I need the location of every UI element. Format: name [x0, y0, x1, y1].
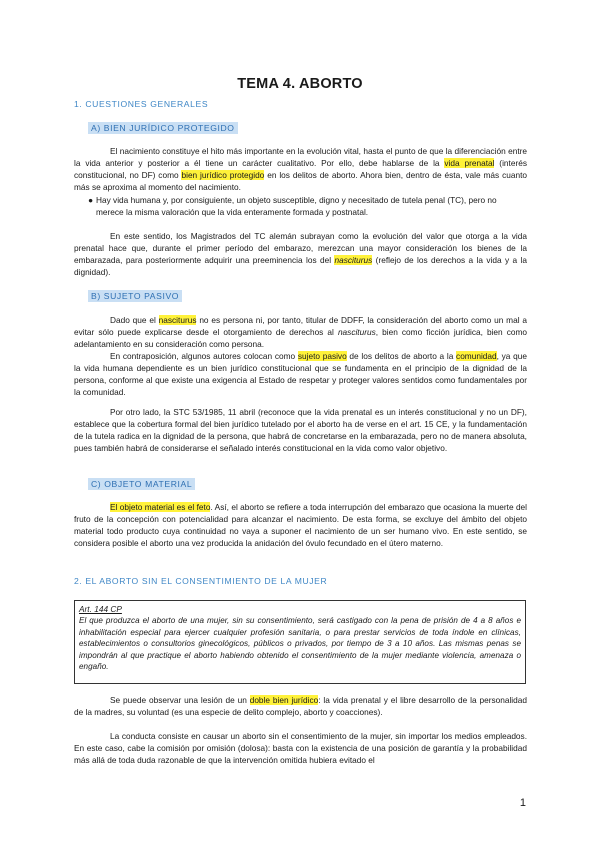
- paragraph-stc-53-1985: Por otro lado, la STC 53/1985, 11 abril (reconoce que la vida prenatal es un interés constitucional y no un DF), establece que la cobertura formal del bien jurídico tutelado por el aborto ha de verse en el art. 15 CE, y la fundamentación de la tutela radica en la dignidad de la persona, que habrá de concretarse en la embarazada, pero no de manera absoluta, pues también habrá de considerarse el señalado interés constitucional en la vida como valor objetivo.: [74, 407, 527, 453]
- subheading-bien-juridico: A) BIEN JURÍDICO PROTEGIDO: [88, 122, 238, 134]
- highlight-nasciturus: nasciturus: [334, 255, 373, 265]
- highlight-comunidad: comunidad: [456, 351, 497, 361]
- section-heading-cuestiones-generales: 1. CUESTIONES GENERALES: [74, 99, 209, 109]
- paragraph-nasciturus-persona: Dado que el nasciturus no es persona ni, por tanto, titular de DDFF, la consideración del aborto como un mal a evitar sólo puede explicarse desde el otorgamiento de derechos al nasciturus, bien como ficción jurídica, bien como adelantamiento en su consideración como persona.: [74, 315, 528, 349]
- highlight-sujeto-pasivo: sujeto pasivo: [297, 351, 347, 361]
- paragraph-contraposicion: En contraposición, algunos autores colocan como sujeto pasivo de los delitos de aborto a la comunidad, ya que la vida humana dependiente es un bien jurídico constitucional que se fundamenta en el principio de la dignidad de la persona, conforme al que existe una exigencia al Estado de respetar y proteger valores sentidos como fundamentales por la comunidad.: [74, 351, 527, 397]
- subheading-sujeto-pasivo: B) SUJETO PASIVO: [88, 290, 182, 302]
- highlight-bien-juridico-protegido: bien jurídico protegido: [181, 170, 265, 180]
- highlight-vida-prenatal: vida prenatal: [444, 158, 495, 168]
- highlight-objeto-material-feto: El objeto material es el feto: [110, 502, 211, 512]
- page-number: 1: [519, 797, 526, 809]
- subheading-objeto-material: C) OBJETO MATERIAL: [88, 478, 195, 490]
- bullet-dot-icon: ●: [88, 195, 94, 205]
- paragraph-tc-aleman: En este sentido, los Magistrados del TC alemán subrayan como la evolución del valor que otorga a la vida prenatal hace que, durante el primer período del embarazo, merezcan una mayor consideración los bienes de la embarazada, para posteriormente adquirir una preeminencia los del nasciturus (reflejo de los derechos a la vida y a la dignidad).: [74, 231, 527, 277]
- paragraph-objeto-material: El objeto material es el feto. Así, el aborto se refiere a toda interrupción del embarazo que ocasiona la muerte del fruto de la concepción con potencialidad para alcanzar el nacimiento. De esta forma, se excluye del ámbito del objeto material todo producto cuya continuidad no vaya a suponer el nacimiento de un ser humano vivo. En este sentido, se considera posible el aborto una vez producida la anidación del óvulo fecundado en el útero materno.: [74, 502, 528, 548]
- section-heading-aborto-sin-consentimiento: 2. EL ABORTO SIN EL CONSENTIMIENTO DE LA MUJER: [74, 576, 328, 586]
- paragraph-nacimiento: El nacimiento constituye el hito más importante en la evolución vital, hasta el punto de que la diferenciación entre la vida anterior y posterior a él tiene un carácter cualitativo. Por ello, debe hablarse de la vida prenatal (interés constitucional, no DF) como bien jurídico protegido en los delitos de aborto. Ahora bien, dentro de ésta, vale más cuanto más se aproxima al momento del nacimiento.: [74, 146, 527, 192]
- paragraph-doble-bien-juridico: Se puede observar una lesión de un doble bien jurídico: la vida prenatal y el libre desarrollo de la personalidad de la madres, su voluntad (es una especie de delito complejo, aborto y coacciones).: [74, 695, 527, 717]
- paragraph-conducta: La conducta consiste en causar un aborto sin el consentimiento de la mujer, sin importar los medios empleados. En este caso, cabe la comisión por omisión (dolosa): basta con la existencia de una posición de garantía y la probabilidad más allá de toda duda razonable de que la intervención omitida hubiera evitado el: [74, 731, 527, 765]
- bullet-vida-humana: ● Hay vida humana y, por consiguiente, un objeto susceptible, digno y necesitado de tutela penal (TC), pero no merece la misma valoración que la vida enteramente formada y postnatal.: [88, 195, 497, 217]
- highlight-nasciturus-2: nasciturus: [158, 315, 197, 325]
- article-reference: Art. 144 CP: [79, 604, 122, 614]
- article-144-box: [74, 600, 526, 684]
- article-text: El que produzca el aborto de una mujer, sin su consentimiento, será castigado con la pena de prisión de 4 a 8 años e inhabilitación especial para ejercer cualquier profesión sanitaria, o para prestar servicios de toda índole en clínicas, establecimientos o consultorios ginecológicos, públicos o privados, por tiempo de 3 a 10 años. Las mismas penas se impondrán al que practique el aborto habiendo obtenido el consentimiento de la mujer mediante violencia, amenaza o engaño.: [79, 616, 521, 672]
- page-title: TEMA 4. ABORTO: [237, 76, 363, 92]
- highlight-doble-bien-juridico: doble bien jurídico: [249, 695, 319, 705]
